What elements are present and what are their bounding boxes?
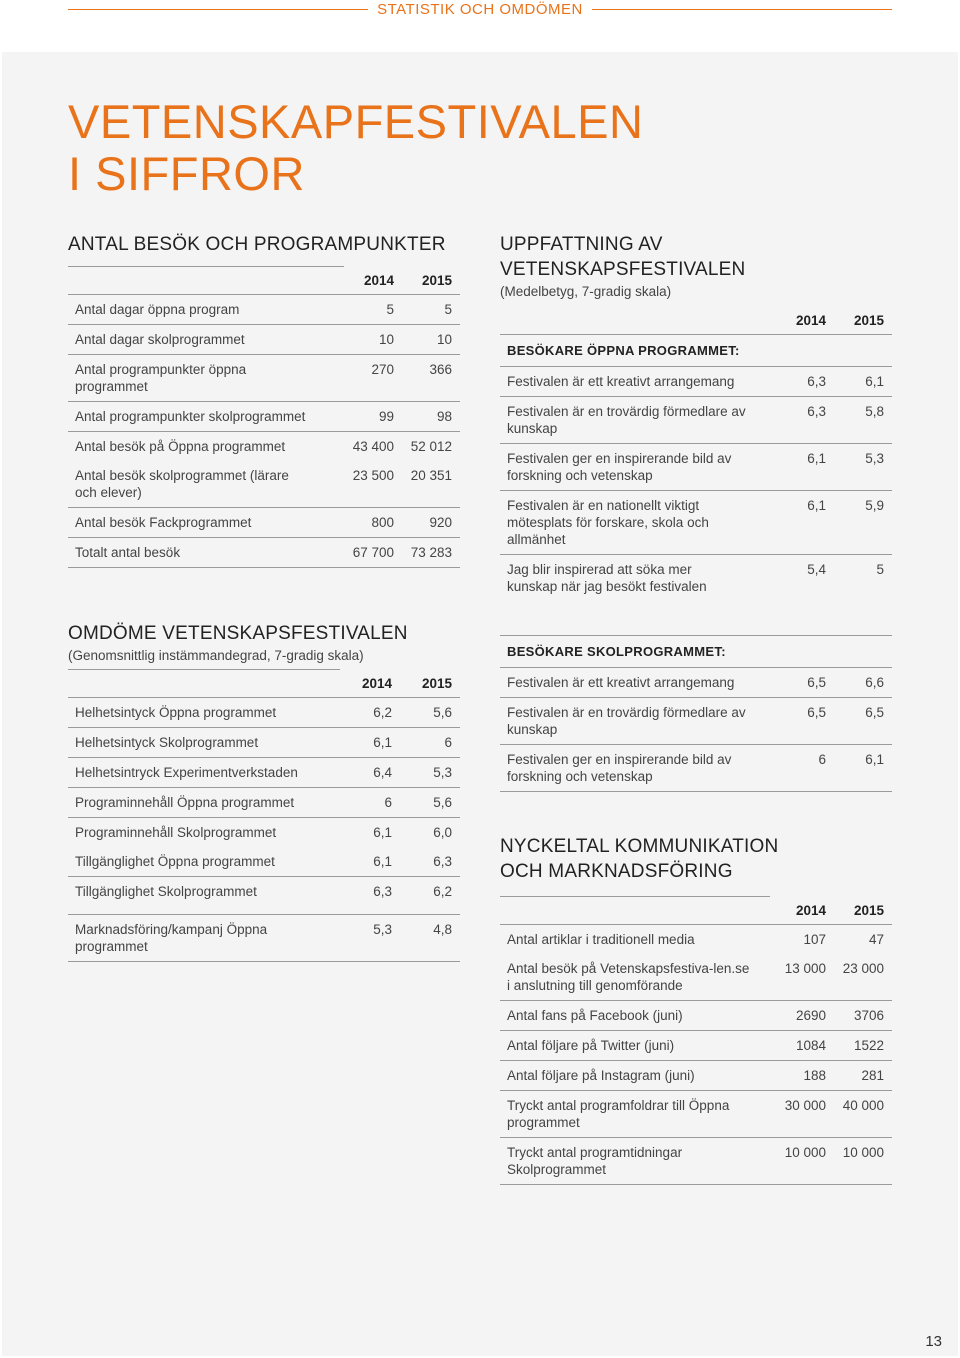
table-row: [68, 354, 460, 401]
year-header: 2015: [421, 272, 452, 288]
table-row: [500, 491, 892, 555]
value-2014: 6,1: [776, 444, 834, 491]
value-2015: 40 000: [834, 1090, 892, 1137]
row-label: Helhetsintyck Öppna programmet: [68, 697, 340, 727]
row-label: Antal dagar öppna program: [68, 294, 344, 324]
uppfattning-section: [500, 232, 892, 792]
table-row: [68, 401, 460, 431]
value-2014: 6,1: [340, 817, 400, 847]
value-2015: 3706: [834, 1000, 892, 1030]
omdome-table: [68, 669, 460, 962]
value-2014: 1084: [770, 1030, 834, 1060]
value-2014: 6,5: [776, 698, 834, 745]
value-2014: 5,3: [340, 914, 400, 961]
value-2015: 4,8: [400, 914, 460, 961]
row-label: Festivalen är en trovärdig förmedlare av kunskap: [500, 397, 776, 444]
value-2015: 52 012: [402, 431, 460, 461]
value-2015: 10: [402, 324, 460, 354]
value-2015: 5,3: [400, 757, 460, 787]
row-label: Festivalen ger en inspirerande bild av forskning och vetenskap: [500, 444, 776, 491]
value-2015: 6,3: [433, 853, 452, 869]
row-label: Festivalen är en trovärdig förmedlare av kunskap: [500, 698, 776, 745]
value-2015: 5,6: [400, 697, 460, 727]
value-2014: 270: [344, 354, 402, 401]
table-row: [500, 954, 892, 1001]
value-2015: 6,1: [834, 367, 892, 397]
table-row: [68, 461, 460, 508]
table-row: [500, 924, 892, 954]
value-2014: 800: [344, 507, 402, 537]
year-header: 2014: [363, 272, 394, 288]
row-label: Festivalen är en nationellt viktigt mötesplats för forskare, skola och allmänhet: [500, 491, 776, 555]
row-label: Antal besök på Öppna programmet: [68, 431, 344, 461]
value-2015: 6: [400, 727, 460, 757]
value-2014: 6,3: [340, 876, 400, 914]
header-rule-right: [592, 9, 892, 10]
value-2015: 73 283: [402, 537, 460, 567]
year-header: 2014: [361, 675, 392, 691]
value-2015: 6,0: [400, 817, 460, 847]
value-2014: 107: [770, 924, 834, 954]
value-2014: 6,4: [340, 757, 400, 787]
table-row: [68, 787, 460, 817]
row-label: Tillgänglighet Öppna programmet: [75, 853, 275, 869]
omdome-year-row: [68, 670, 460, 698]
row-label: Antal följare på Instagram (juni): [500, 1060, 770, 1090]
row-label: Antal artiklar i traditionell media: [500, 924, 770, 954]
value-2015: 281: [834, 1060, 892, 1090]
value-2014: 23 500: [352, 467, 394, 483]
value-2015: 20 351: [410, 467, 452, 483]
table-row: [68, 727, 460, 757]
value-2015: 6,2: [400, 876, 460, 914]
row-label: Helhetsintryck Experimentverkstaden: [68, 757, 340, 787]
value-2015: 5: [402, 294, 460, 324]
table-row: [68, 507, 460, 537]
row-label: Tryckt antal programtidningar Skolprogrammet: [500, 1137, 770, 1184]
row-label: Programinnehåll Skolprogrammet: [68, 817, 340, 847]
page-title: [68, 96, 643, 200]
row-label: Antal besök på Vetenskapsfestiva-len.se i anslutning till genomförande: [507, 960, 750, 993]
uppfattning-year-row: [500, 307, 892, 335]
table-row: [500, 1030, 892, 1060]
nyckeltal-section: [500, 834, 892, 1185]
table-row: [68, 697, 460, 727]
row-label: Festivalen är ett kreativt arrangemang: [500, 668, 776, 698]
value-2015: 5,6: [400, 787, 460, 817]
value-2015: 6,6: [834, 668, 892, 698]
nyckeltal-year-row: [500, 897, 892, 925]
nyckeltal-heading-line1: NYCKELTAL KOMMUNIKATION: [500, 836, 779, 857]
uppfattning-heading-line1: UPPFATTNING AV: [500, 234, 663, 255]
table-row: [500, 1060, 892, 1090]
value-2014: 5: [344, 294, 402, 324]
page-title-line2: I SIFFROR: [68, 147, 305, 200]
omdome-section: [68, 621, 460, 962]
row-label: Antal följare på Twitter (juni): [500, 1030, 770, 1060]
value-2014: 10: [344, 324, 402, 354]
value-2014: 6,3: [776, 397, 834, 444]
value-2015: 6,1: [834, 745, 892, 792]
table-row: [500, 444, 892, 491]
row-label: Helhetsintyck Skolprogrammet: [68, 727, 340, 757]
besok-section: [68, 232, 460, 568]
header-rule-left: [68, 9, 368, 10]
value-2014: 5,4: [776, 555, 834, 602]
row-label: Programinnehåll Öppna programmet: [68, 787, 340, 817]
value-2015: 5: [834, 555, 892, 602]
subsection-heading-row: [500, 335, 892, 367]
uppfattning-heading: [500, 232, 892, 282]
table-row: [500, 1090, 892, 1137]
row-label: Festivalen ger en inspirerande bild av forskning och vetenskap: [500, 745, 776, 792]
value-2015: 47: [834, 924, 892, 954]
spacer-row: [500, 601, 892, 636]
table-row: [68, 914, 460, 961]
table-row: [500, 745, 892, 792]
row-label: Antal fans på Facebook (juni): [500, 1000, 770, 1030]
row-label: Antal dagar skolprogrammet: [68, 324, 344, 354]
row-label: Antal programpunkter skolprogrammet: [68, 401, 344, 431]
table-row: [68, 537, 460, 567]
value-2014: 188: [770, 1060, 834, 1090]
besok-heading: ANTAL BESÖK OCH PROGRAMPUNKTER: [68, 234, 446, 255]
row-label: Antal besök skolprogrammet (lärare och elever): [75, 467, 289, 500]
row-label: Festivalen är ett kreativt arrangemang: [500, 367, 776, 397]
uppfattning-heading-line2: VETENSKAPSFESTIVALEN: [500, 259, 746, 280]
value-2014: 6,3: [776, 367, 834, 397]
value-2015: 23 000: [842, 960, 884, 976]
oppna-heading: BESÖKARE ÖPPNA PROGRAMMET:: [500, 335, 892, 367]
table-row: [500, 367, 892, 397]
nyckeltal-heading-line2: OCH MARKNADSFÖRING: [500, 861, 733, 882]
value-2014: 13 000: [784, 960, 826, 976]
value-2014: 6,1: [373, 853, 392, 869]
table-row: [68, 757, 460, 787]
table-row: [68, 847, 460, 877]
table-row: [500, 397, 892, 444]
value-2015: 1522: [834, 1030, 892, 1060]
omdome-subtitle: (Genomsnittlig instämmandegrad, 7-gradig skala): [68, 648, 364, 663]
skol-heading: BESÖKARE SKOLPROGRAMMET:: [500, 636, 892, 668]
value-2015: 920: [402, 507, 460, 537]
value-2014: 99: [344, 401, 402, 431]
uppfattning-subtitle: (Medelbetyg, 7-gradig skala): [500, 284, 672, 299]
table-row: [68, 876, 460, 914]
nyckeltal-table: [500, 896, 892, 1185]
year-header: 2014: [795, 902, 826, 918]
table-row: [500, 555, 892, 602]
value-2014: 6,5: [776, 668, 834, 698]
table-row: [500, 698, 892, 745]
nyckeltal-heading: [500, 834, 892, 884]
value-2014: 2690: [770, 1000, 834, 1030]
section-label: STATISTIK OCH OMDÖMEN: [377, 1, 583, 18]
row-label: Jag blir inspirerad att söka mer kunskap när jag besökt festivalen: [500, 555, 776, 602]
year-header: 2015: [853, 902, 884, 918]
year-header: 2014: [795, 313, 826, 328]
row-label: Tillgänglighet Skolprogrammet: [68, 876, 340, 914]
value-2015: 98: [402, 401, 460, 431]
value-2015: 6,5: [834, 698, 892, 745]
table-row: [68, 294, 460, 324]
page-title-line1: VETENSKAPFESTIVALEN: [68, 95, 644, 148]
value-2014: 6,2: [340, 697, 400, 727]
value-2014: 67 700: [344, 537, 402, 567]
value-2014: 6,1: [340, 727, 400, 757]
besok-year-row: [68, 267, 460, 295]
value-2014: 6: [340, 787, 400, 817]
value-2015: 366: [402, 354, 460, 401]
row-label: Marknadsföring/kampanj Öppna programmet: [68, 914, 340, 961]
row-label: Antal besök Fackprogrammet: [68, 507, 344, 537]
year-header: 2015: [421, 675, 452, 691]
value-2015: 5,8: [834, 397, 892, 444]
value-2014: 6,1: [776, 491, 834, 555]
subsection-heading-row: [500, 636, 892, 668]
row-label: Totalt antal besök: [68, 537, 344, 567]
uppfattning-table: [500, 307, 892, 792]
table-row: [500, 1137, 892, 1184]
page-number: 13: [925, 1333, 942, 1350]
table-row: [500, 668, 892, 698]
table-row: [68, 817, 460, 847]
row-label: Antal programpunkter öppna programmet: [68, 354, 344, 401]
value-2014: 6: [776, 745, 834, 792]
table-row: [68, 324, 460, 354]
running-header: [0, 0, 960, 22]
value-2014: 10 000: [770, 1137, 834, 1184]
table-row: [68, 431, 460, 461]
row-label: Tryckt antal programfoldrar till Öppna programmet: [500, 1090, 770, 1137]
omdome-heading: OMDÖME VETENSKAPSFESTIVALEN: [68, 623, 408, 644]
value-2015: 5,9: [834, 491, 892, 555]
year-header: 2015: [853, 313, 884, 328]
value-2015: 10 000: [834, 1137, 892, 1184]
value-2015: 5,3: [834, 444, 892, 491]
value-2014: 43 400: [344, 431, 402, 461]
value-2014: 30 000: [770, 1090, 834, 1137]
table-row: [500, 1000, 892, 1030]
besok-table: [68, 266, 460, 568]
